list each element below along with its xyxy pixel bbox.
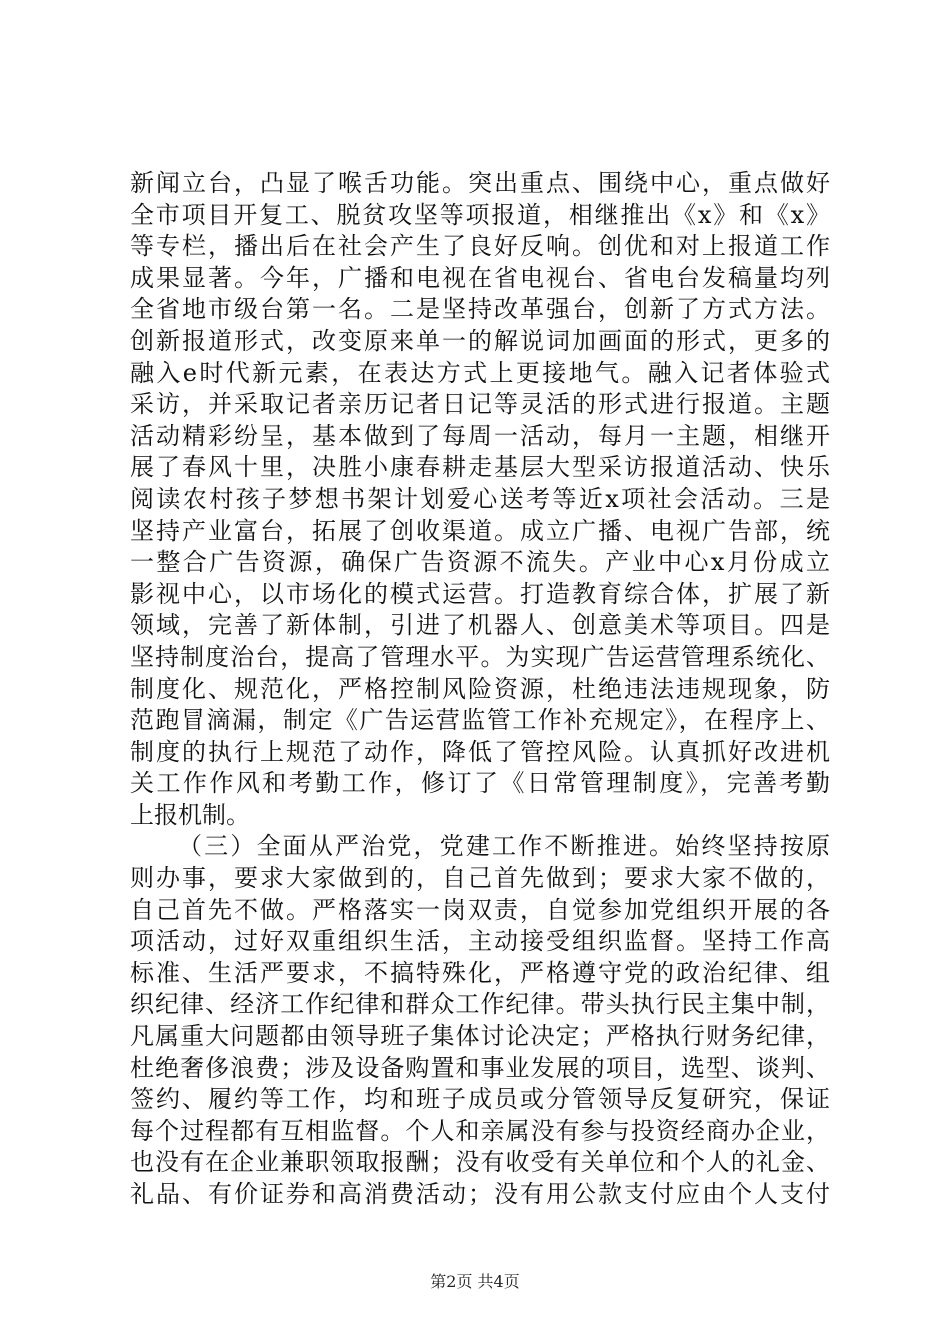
text-line: 坚持制度治台，提高了管理水平。为实现广告运营管理系统化、 <box>130 642 830 671</box>
text-line: 领域，完善了新体制，引进了机器人、创意美术等项目。四是 <box>130 611 830 640</box>
text-line: 关工作作风和考勤工作，修订了《日常管理制度》，完善考勤 <box>130 769 830 798</box>
text-line-indented: （三）全面从严治党，党建工作不断推进。始终坚持按原 <box>178 832 830 861</box>
text-line: 展了春风十里，决胜小康春耕走基层大型采访报道活动、快乐 <box>130 453 830 482</box>
text-line: 新闻立台，凸显了喉舌功能。突出重点、围绕中心，重点做好 <box>130 169 830 197</box>
text-line: 成果显著。今年，广播和电视在省电视台、省电台发稿量均列 <box>130 263 830 292</box>
text-line: 自己首先不做。严格落实一岗双责，自觉参加党组织开展的各 <box>130 895 830 924</box>
text-line: 制度化、规范化，严格控制风险资源，杜绝违法违规现象，防 <box>130 674 830 703</box>
text-line: 标准、生活严要求，不搞特殊化，严格遵守党的政治纪律、组 <box>130 958 830 987</box>
body-text <box>130 168 830 1211</box>
text-line: 全市项目开复工、脱贫攻坚等项报道，相继推出《x》和《x》 <box>130 200 830 229</box>
text-line: 每个过程都有互相监督。个人和亲属没有参与投资经商办企业， <box>130 1116 830 1145</box>
text-line: 织纪律、经济工作纪律和群众工作纪律。带头执行民主集中制， <box>130 990 830 1019</box>
text-line: 杜绝奢侈浪费；涉及设备购置和事业发展的项目，选型、谈判、 <box>130 1053 830 1082</box>
text-line: 融入e时代新元素，在表达方式上更接地气。融入记者体验式 <box>130 358 830 387</box>
text-line: 活动精彩纷呈，基本做到了每周一活动，每月一主题，相继开 <box>130 421 830 450</box>
text-line: 全省地市级台第一名。二是坚持改革强台，创新了方式方法。 <box>130 295 830 324</box>
text-line: 制度的执行上规范了动作，降低了管控风险。认真抓好改进机 <box>130 737 830 766</box>
text-line: 创新报道形式，改变原来单一的解说词加画面的形式，更多的 <box>130 326 830 355</box>
page-number-footer: 第2页 共4页 <box>430 1272 520 1291</box>
text-line: 凡属重大问题都由领导班子集体讨论决定；严格执行财务纪律， <box>130 1022 830 1051</box>
text-line: 等专栏，播出后在社会产生了良好反响。创优和对上报道工作 <box>130 232 830 261</box>
text-line: 影视中心，以市场化的模式运营。打造教育综合体，扩展了新 <box>130 579 830 608</box>
text-line: 上报机制。 <box>130 800 250 829</box>
text-line: 则办事，要求大家做到的，自己首先做到；要求大家不做的， <box>130 864 830 893</box>
text-line: 也没有在企业兼职领取报酬；没有收受有关单位和个人的礼金、 <box>130 1148 830 1177</box>
text-line: 采访，并采取记者亲历记者日记等灵活的形式进行报道。主题 <box>130 390 830 419</box>
text-line: 范跑冒滴漏，制定《广告运营监管工作补充规定》，在程序上、 <box>130 706 830 735</box>
text-line: 签约、履约等工作，均和班子成员或分管领导反复研究，保证 <box>130 1085 830 1114</box>
text-line: 坚持产业富台，拓展了创收渠道。成立广播、电视广告部，统 <box>130 516 830 545</box>
text-line: 一整合广告资源，确保广告资源不流失。产业中心x月份成立 <box>130 548 830 577</box>
text-line: 项活动，过好双重组织生活，主动接受组织监督。坚持工作高 <box>130 927 830 956</box>
text-line: 礼品、有价证券和高消费活动；没有用公款支付应由个人支付 <box>130 1180 830 1208</box>
text-line: 阅读农村孩子梦想书架计划爱心送考等近x项社会活动。三是 <box>130 484 830 513</box>
